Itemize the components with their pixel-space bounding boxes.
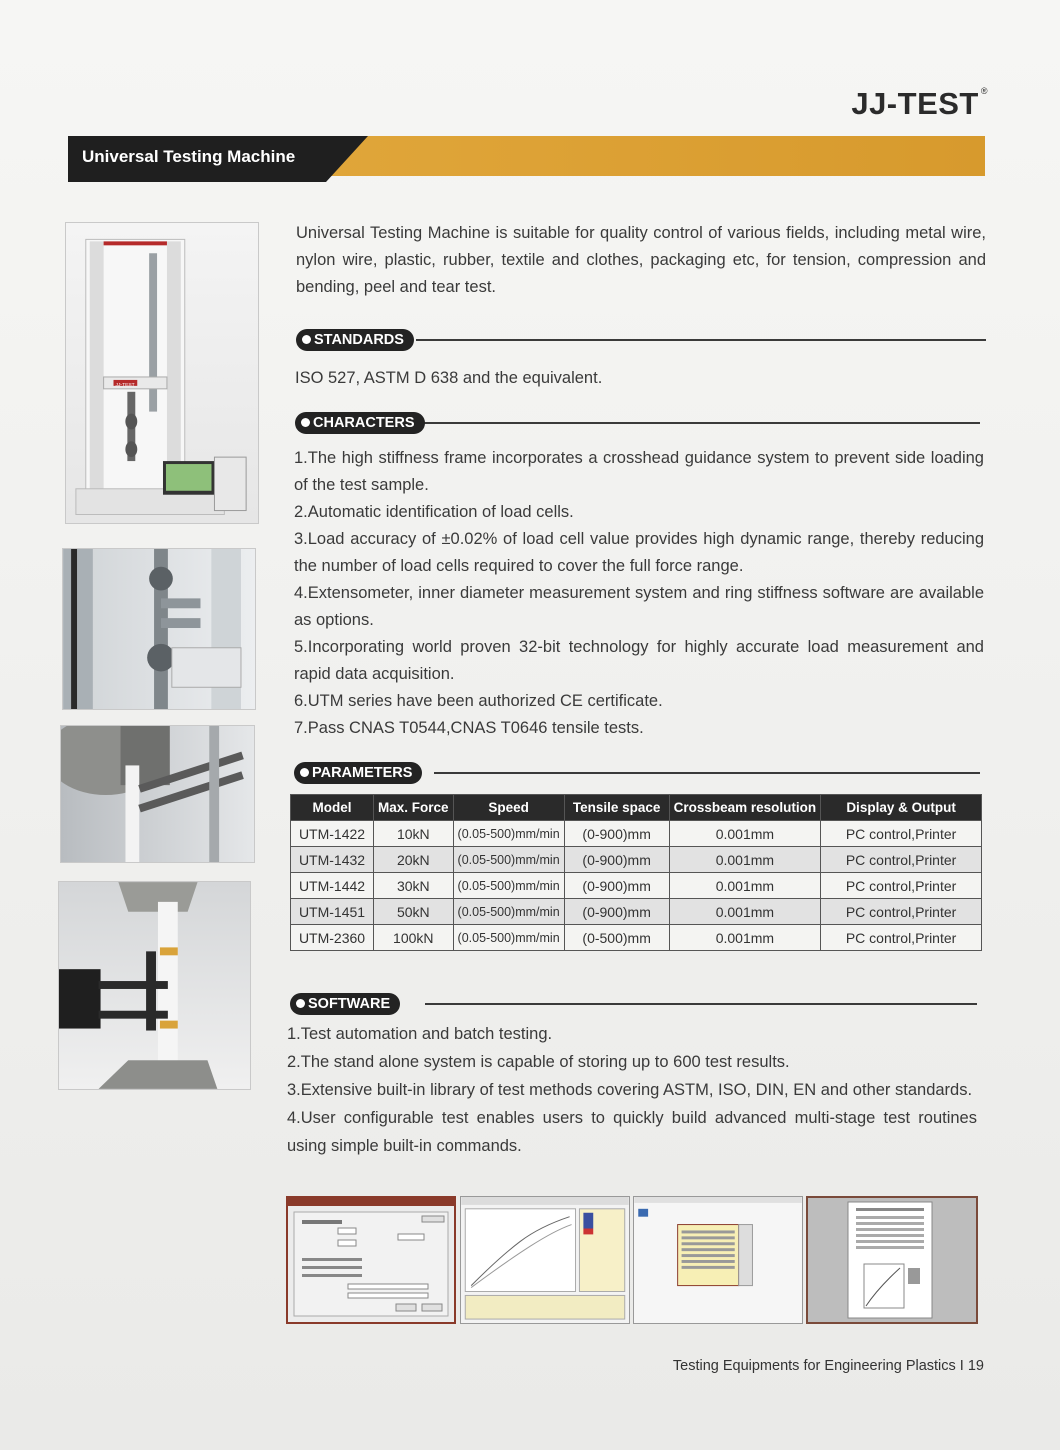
cell-speed: (0.05-500)mm/min — [453, 847, 564, 873]
cell-force: 100kN — [374, 925, 454, 951]
cell-tensile: (0-900)mm — [564, 873, 669, 899]
cell-display: PC control,Printer — [821, 847, 982, 873]
machine-illustration — [66, 223, 258, 523]
characters-list — [294, 445, 984, 742]
brand-logo — [851, 86, 988, 122]
grips-photo — [62, 548, 256, 710]
cell-resolution: 0.001mm — [669, 899, 821, 925]
grips-illustration — [63, 549, 255, 709]
characters-item: 6.UTM series have been authorized CE certificate. — [294, 692, 663, 710]
standards-label: STANDARDS — [314, 332, 404, 348]
parameters-heading — [294, 762, 980, 788]
bullet-icon — [301, 418, 310, 427]
results-illustration — [634, 1197, 802, 1323]
cell-display: PC control,Printer — [821, 899, 982, 925]
cell-resolution: 0.001mm — [669, 847, 821, 873]
table-row — [291, 847, 982, 873]
table-header-row — [291, 795, 982, 821]
software-heading — [290, 993, 977, 1019]
software-list — [287, 1020, 977, 1160]
cell-tensile: (0-900)mm — [564, 847, 669, 873]
parameters-label: PARAMETERS — [312, 765, 413, 781]
cell-display: PC control,Printer — [821, 873, 982, 899]
characters-item: 4.Extensometer, inner diameter measurement system and ring stiffness software are available as options. — [294, 584, 984, 629]
software-screenshot-curve — [460, 1196, 630, 1324]
title-bar-accent — [308, 136, 985, 176]
table-row — [291, 873, 982, 899]
standards-rule — [416, 339, 986, 341]
specimen-illustration — [59, 882, 250, 1089]
cell-resolution: 0.001mm — [669, 925, 821, 951]
cell-display: PC control,Printer — [821, 821, 982, 847]
table-row — [291, 925, 982, 951]
brand-name: JJ-TEST — [851, 86, 979, 121]
software-item: 2.The stand alone system is capable of storing up to 600 test results. — [287, 1053, 790, 1071]
software-item: 4.User configurable test enables users to quickly build advanced multi-stage test routines using simple built-in commands. — [287, 1109, 977, 1155]
cell-tensile: (0-500)mm — [564, 925, 669, 951]
extensometer-illustration — [61, 726, 254, 862]
settings-dialog-illustration — [288, 1198, 454, 1322]
software-item: 1.Test automation and batch testing. — [287, 1025, 553, 1043]
cell-model: UTM-1442 — [291, 873, 374, 899]
bullet-icon — [300, 768, 309, 777]
characters-heading — [295, 412, 980, 438]
col-tensile-space: Tensile space — [564, 795, 669, 821]
cell-speed: (0.05-500)mm/min — [453, 899, 564, 925]
cell-display: PC control,Printer — [821, 925, 982, 951]
table-row — [291, 899, 982, 925]
table-row — [291, 821, 982, 847]
cell-model: UTM-2360 — [291, 925, 374, 951]
software-label: SOFTWARE — [308, 996, 391, 1012]
characters-item: 3.Load accuracy of ±0.02% of load cell value provides high dynamic range, thereby reducing the number of load cells required to cover the full force range. — [294, 530, 984, 575]
registered-mark: ® — [980, 86, 988, 96]
parameters-rule — [434, 772, 980, 774]
col-display-output: Display & Output — [821, 795, 982, 821]
cell-speed: (0.05-500)mm/min — [453, 925, 564, 951]
curve-illustration — [461, 1197, 629, 1323]
cell-tensile: (0-900)mm — [564, 899, 669, 925]
characters-item: 5.Incorporating world proven 32-bit technology for highly accurate load measurement and rapid data acquisition. — [294, 638, 984, 683]
machine-photo — [65, 222, 259, 524]
col-model: Model — [291, 795, 374, 821]
standards-text: ISO 527, ASTM D 638 and the equivalent. — [295, 369, 603, 387]
characters-item: 2.Automatic identification of load cells. — [294, 503, 574, 521]
col-crossbeam-resolution: Crossbeam resolution — [669, 795, 821, 821]
parameters-table — [290, 794, 982, 951]
cell-force: 50kN — [374, 899, 454, 925]
page-footer: Testing Equipments for Engineering Plastics I 19 — [672, 1358, 984, 1374]
cell-force: 10kN — [374, 821, 454, 847]
cell-model: UTM-1451 — [291, 899, 374, 925]
cell-force: 30kN — [374, 873, 454, 899]
cell-speed: (0.05-500)mm/min — [453, 821, 564, 847]
cell-tensile: (0-900)mm — [564, 821, 669, 847]
cell-force: 20kN — [374, 847, 454, 873]
extensometer-photo — [60, 725, 255, 863]
software-item: 3.Extensive built-in library of test methods covering ASTM, ISO, DIN, EN and other standards. — [287, 1081, 973, 1099]
software-rule — [425, 1003, 977, 1005]
col-max-force: Max. Force — [374, 795, 454, 821]
characters-item: 7.Pass CNAS T0544,CNAS T0646 tensile tests. — [294, 719, 644, 737]
parameters-pill — [294, 762, 422, 784]
standards-pill — [296, 329, 414, 351]
characters-rule — [423, 422, 980, 424]
cell-resolution: 0.001mm — [669, 873, 821, 899]
cell-speed: (0.05-500)mm/min — [453, 873, 564, 899]
standards-heading — [296, 329, 986, 355]
characters-label: CHARACTERS — [313, 415, 415, 431]
col-speed: Speed — [453, 795, 564, 821]
software-screenshot-results — [633, 1196, 803, 1324]
characters-item: 1.The high stiffness frame incorporates a crosshead guidance system to prevent side loading of the test sample. — [294, 449, 984, 494]
software-screenshot-settings — [286, 1196, 456, 1324]
cell-model: UTM-1432 — [291, 847, 374, 873]
specimen-photo — [58, 881, 251, 1090]
characters-pill — [295, 412, 425, 434]
page-title: Universal Testing Machine — [82, 147, 296, 166]
cell-model: UTM-1422 — [291, 821, 374, 847]
bullet-icon — [296, 999, 305, 1008]
bullet-icon — [302, 335, 311, 344]
report-illustration — [808, 1198, 976, 1322]
software-pill — [290, 993, 400, 1015]
intro-paragraph: Universal Testing Machine is suitable for quality control of various fields, including metal wire, nylon wire, plastic, rubber, textile and clothes, packaging etc, for tension, compression and bending, peel and tear test. — [296, 224, 986, 296]
software-screenshot-report — [806, 1196, 978, 1324]
title-bar — [68, 136, 985, 182]
cell-resolution: 0.001mm — [669, 821, 821, 847]
machine-label: JJ-TEST — [115, 382, 135, 388]
